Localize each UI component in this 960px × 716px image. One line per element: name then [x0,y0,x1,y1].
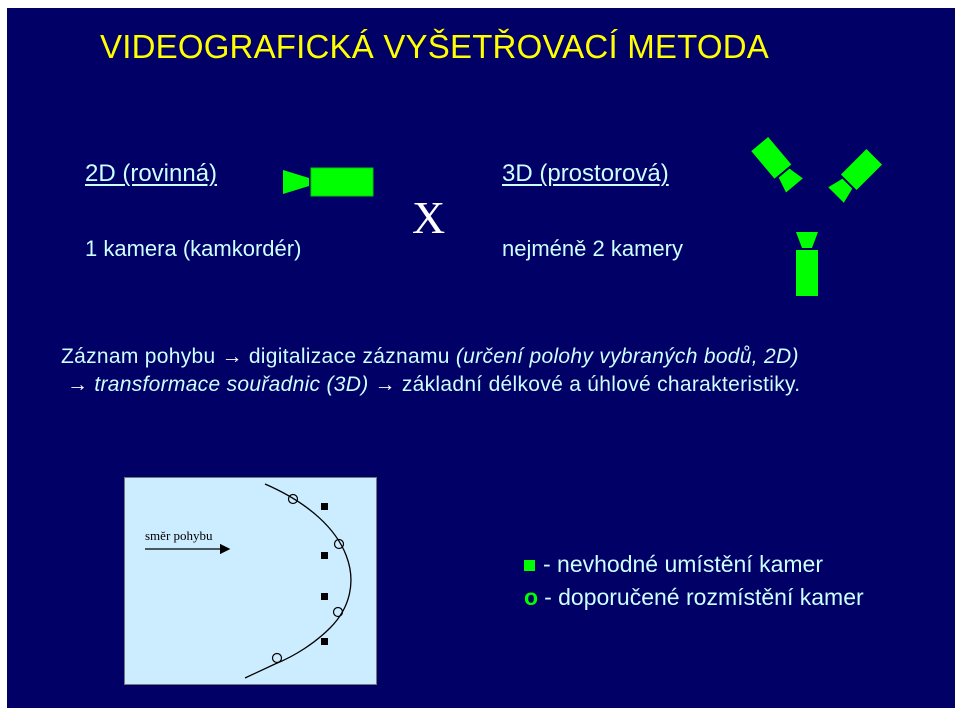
camera-placement-diagram [124,477,377,685]
description-paragraph [61,343,921,399]
legend-item-unsuitable [524,551,823,578]
camera-icon-bottom [793,232,821,298]
unsuitable-camera-marker [321,638,328,645]
legend-text-1: - nevhodné umístění kamer [543,551,823,577]
circle-marker-icon: o [524,584,539,610]
para-part-5: základní délkové a úhlové charakteristiky. [401,373,801,396]
unsuitable-camera-marker [321,593,328,600]
legend-item-recommended [524,584,864,611]
heading-2d: 2D (rovinná) [85,160,218,187]
arrow-right-icon: → [221,345,243,368]
arrow-right-icon: → [67,373,89,396]
subtext-two-cameras: nejméně 2 kamery [502,236,683,261]
green-square-icon [524,560,535,571]
diagram-drawing [125,478,377,685]
para-part-1: Záznam pohybu [61,345,216,368]
para-part-2: digitalizace záznamu [248,345,456,368]
separator-x: X [412,192,446,243]
recommended-camera-marker [334,608,343,617]
heading-3d: 3D (prostorová) [502,160,669,187]
recommended-camera-marker [273,654,282,663]
camera-icon-top-right [817,148,887,210]
page-title: VIDEOGRAFICKÁ VYŠETŘOVACÍ METODA [100,28,769,65]
subtext-one-camera: 1 kamera (kamkordér) [85,236,302,261]
unsuitable-camera-marker [321,503,328,510]
para-part-4: transformace souřadnic (3D) [94,373,369,396]
unsuitable-camera-marker [321,552,328,559]
diagram-label: směr pohybu [145,528,213,543]
para-part-3: (určení polohy vybraných bodů, 2D) [455,345,799,368]
slide [7,8,955,708]
camera-icon [283,164,375,198]
motion-curve [265,484,351,664]
camera-icon-top-left [749,132,809,202]
arrow-right-icon: → [374,373,396,396]
legend-text-2: - doporučené rozmístění kamer [544,584,864,610]
